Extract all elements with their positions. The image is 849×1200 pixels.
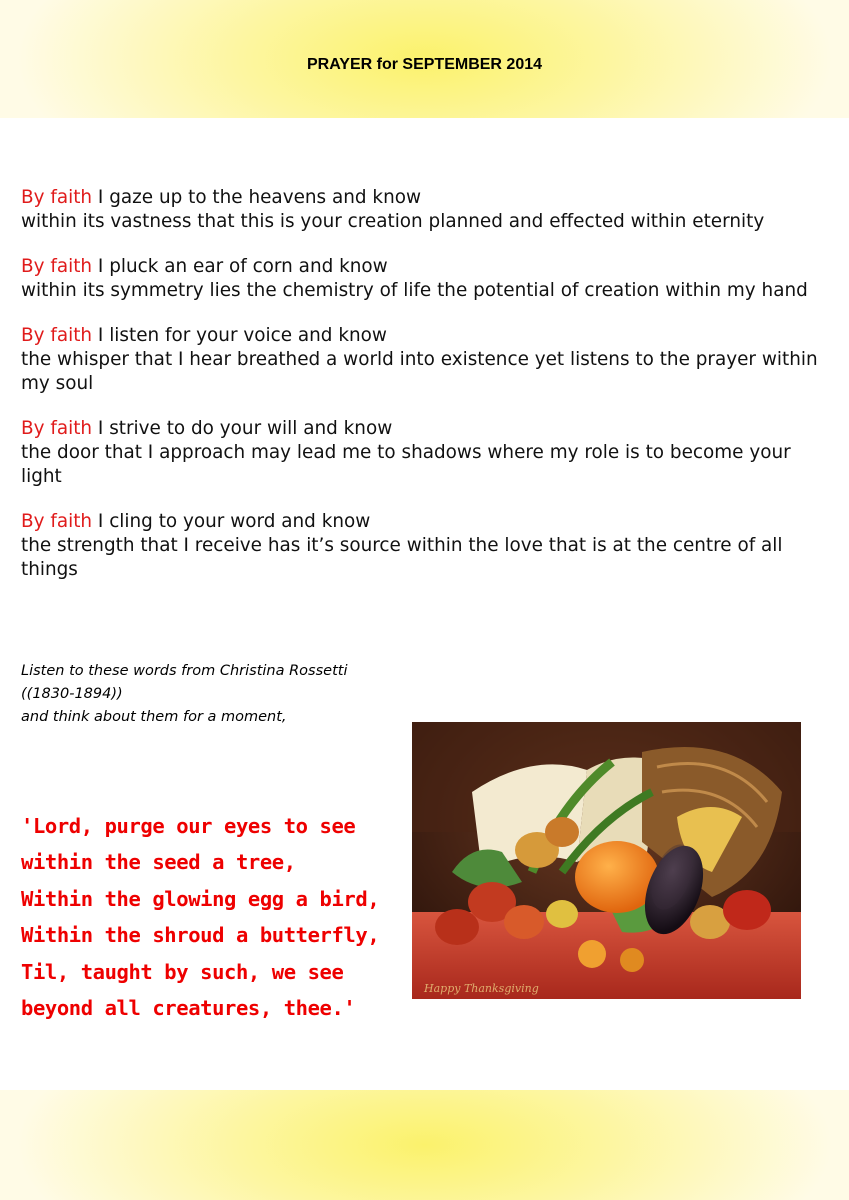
stanza-line: the door that I approach may lead me to shadows where my role is to become your light — [21, 442, 791, 487]
stanza-lead: By faith — [21, 187, 93, 208]
stanza-line: I strive to do your will and know — [92, 418, 393, 439]
stanza-line: I listen for your voice and know — [92, 325, 387, 346]
prayer-stanza — [21, 417, 836, 489]
quote-line: Within the glowing egg a bird, — [21, 886, 380, 911]
footer-band — [0, 1090, 849, 1200]
rossetti-quote — [21, 808, 401, 1026]
prayer-stanza — [21, 186, 836, 234]
quote-line: beyond all creatures, thee.' — [21, 996, 356, 1021]
page-title: PRAYER for SEPTEMBER 2014 — [306, 56, 543, 73]
prayer-stanza — [21, 324, 836, 396]
stanza-line: within its vastness that this is your creation planned and effected within eternity — [21, 211, 765, 232]
stanza-line: I pluck an ear of corn and know — [92, 256, 388, 277]
prayer-stanza — [21, 255, 836, 303]
stanza-line: the whisper that I hear breathed a world into existence yet listens to the prayer within my soul — [21, 349, 818, 394]
stanza-lead: By faith — [21, 256, 93, 277]
intro-line: Listen to these words from Christina Rossetti — [21, 663, 348, 679]
intro-line: and think about them for a moment, — [21, 709, 287, 725]
stanza-line: within its symmetry lies the chemistry of life the potential of creation within my hand — [21, 280, 808, 301]
quote-line: 'Lord, purge our eyes to see — [21, 814, 356, 838]
quote-line: Within the shroud a butterfly, — [21, 923, 380, 948]
prayer-stanza — [21, 510, 836, 582]
quote-line: Til, taught by such, we see — [21, 959, 344, 984]
stanza-lead: By faith — [21, 511, 93, 532]
quote-line: within the seed a tree, — [21, 850, 296, 875]
stanza-line: the strength that I receive has it’s source within the love that is at the centre of all things — [21, 535, 783, 580]
harvest-cornucopia-image — [412, 722, 801, 999]
stanza-lead: By faith — [21, 418, 93, 439]
stanza-line: I gaze up to the heavens and know — [92, 187, 422, 208]
photo-caption: Happy Thanksgiving — [424, 982, 539, 995]
stanza-line: I cling to your word and know — [92, 511, 371, 532]
intro-dates: ((1830-1894)) — [21, 686, 123, 702]
prayer-text — [21, 186, 836, 603]
stanza-lead: By faith — [21, 325, 93, 346]
rossetti-intro — [21, 660, 421, 729]
